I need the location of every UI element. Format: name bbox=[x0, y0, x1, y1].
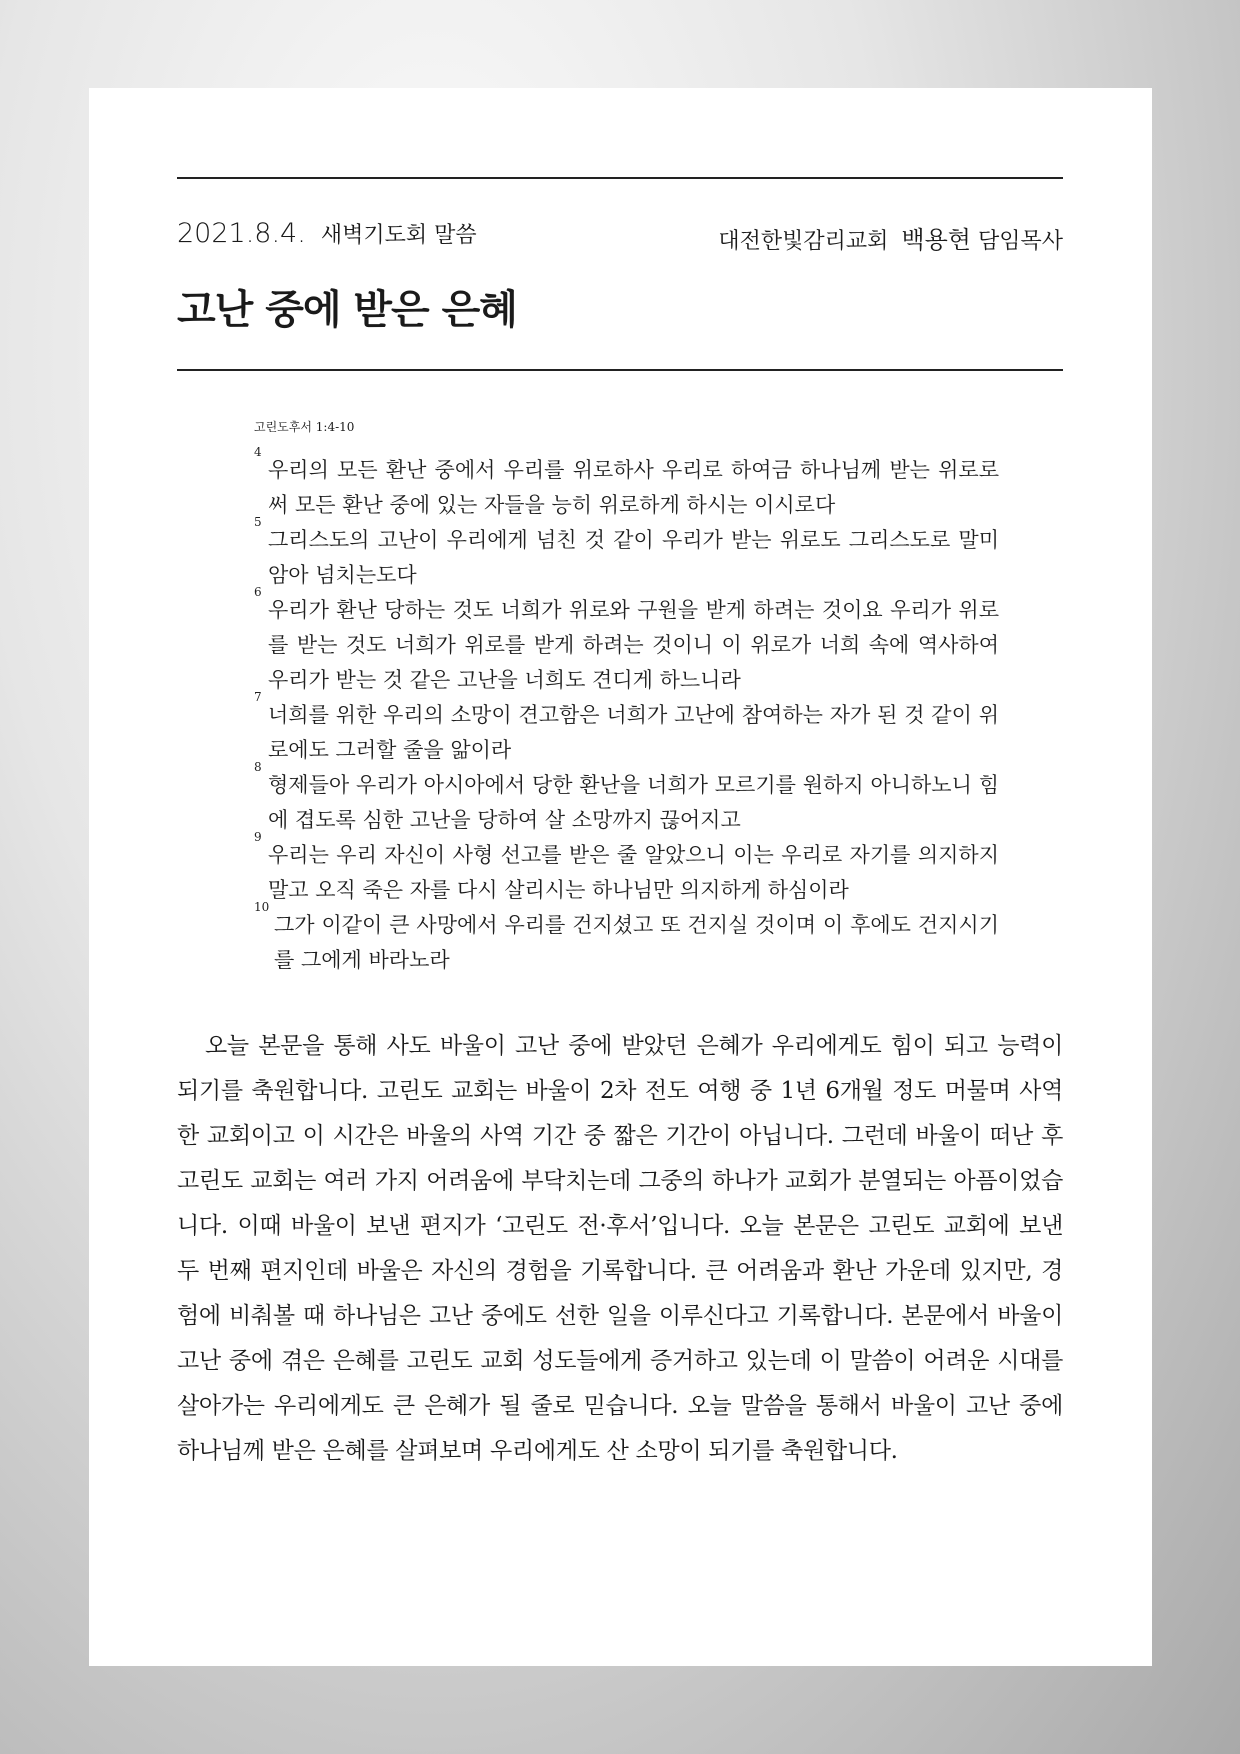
verse-text: 그리스도의 고난이 우리에게 넘친 것 같이 우리가 받는 위로도 그리스도로 말미암아 넘치는도다 bbox=[268, 528, 999, 587]
scripture-verses bbox=[254, 445, 999, 978]
verse-text: 그가 이같이 큰 사망에서 우리를 건지셨고 또 건지실 것이며 이 후에도 건지시기를 그에게 바라노라 bbox=[274, 913, 999, 972]
pastor-name: 백용현 bbox=[901, 226, 971, 254]
verse bbox=[254, 445, 999, 523]
sermon-title: 고난 중에 받은 은혜 bbox=[177, 287, 517, 333]
verse-number: 4 bbox=[254, 445, 262, 459]
sermon-body: 오늘 본문을 통해 사도 바울이 고난 중에 받았던 은혜가 우리에게도 힘이 되고 능력이 되기를 축원합니다. 고린도 교회는 바울이 2차 전도 여행 중 1년 6개월 정도 머물며 사역한 교회이고 이 시간은 바울의 사역 기간 중 짧은 기간이 아닙니다. 그런데 바울이 떠난 후 고린도 교회는 여러 가지 어려움에 부닥치는데 그중의 하나가 교회가 분열되는 아픔이었습니다. 이때 바울이 보낸 편지가 ‘고린도 전·후서’입니다. 오늘 본문은 고린도 교회에 보낸 두 번째 편지인데 바울은 자신의 경험을 기록합니다. 큰 어려움과 환난 가운데 있지만, 경험에 비춰볼 때 하나님은 고난 중에도 선한 일을 이루신다고 기록합니다. 본문에서 바울이 고난 중에 겪은 은혜를 고린도 교회 성도들에게 증거하고 있는데 이 말씀이 어려운 시대를 살아가는 우리에게도 큰 은혜가 될 줄로 믿습니다. 오늘 말씀을 통해서 바울이 고난 중에 하나님께 받은 은혜를 살펴보며 우리에게도 산 소망이 되기를 축원합니다. bbox=[177, 1033, 1063, 1464]
title-divider bbox=[177, 369, 1063, 371]
verse-number: 7 bbox=[254, 690, 262, 704]
document-page bbox=[89, 88, 1152, 1666]
sermon-date: 2021.8.4. bbox=[177, 218, 306, 249]
church-name: 대전한빛감리교회 bbox=[718, 229, 889, 254]
verse bbox=[254, 760, 999, 838]
verse-number: 8 bbox=[254, 760, 262, 774]
pastor-title: 담임목사 bbox=[977, 229, 1063, 254]
verse-text: 형제들아 우리가 아시아에서 당한 환난을 너희가 모르기를 원하지 아니하노니 힘에 겹도록 심한 고난을 당하여 살 소망까지 끊어지고 bbox=[268, 773, 999, 832]
verse-number: 10 bbox=[254, 900, 270, 914]
verse-number: 6 bbox=[254, 585, 262, 599]
verse-text: 우리가 환난 당하는 것도 너희가 위로와 구원을 받게 하려는 것이요 우리가 위로를 받는 것도 너희가 위로를 받게 하려는 것이니 이 위로가 너희 속에 역사하여 우리가 받는 것 같은 고난을 너희도 견디게 하느니라 bbox=[268, 598, 999, 692]
verse-number: 5 bbox=[254, 515, 262, 529]
verse bbox=[254, 515, 999, 593]
service-info bbox=[177, 218, 477, 249]
verse bbox=[254, 585, 999, 698]
verse-text: 우리의 모든 환난 중에서 우리를 위로하사 우리로 하여금 하나님께 받는 위로로써 모든 환난 중에 있는 자들을 능히 위로하게 하시는 이시로다 bbox=[268, 458, 999, 517]
verse bbox=[254, 900, 999, 978]
top-divider bbox=[177, 177, 1063, 179]
service-name: 새벽기도회 말씀 bbox=[320, 223, 477, 248]
verse-text: 너희를 위한 우리의 소망이 견고함은 너희가 고난에 참여하는 자가 된 것 같이 위로에도 그러할 줄을 앎이라 bbox=[268, 703, 999, 762]
verse-number: 9 bbox=[254, 830, 262, 844]
verse bbox=[254, 690, 999, 768]
verse-text: 우리는 우리 자신이 사형 선고를 받은 줄 알았으니 이는 우리로 자기를 의지하지 말고 오직 죽은 자를 다시 살리시는 하나님만 의지하게 하심이라 bbox=[268, 843, 999, 902]
church-info bbox=[718, 220, 1063, 255]
scripture-reference: 고린도후서 1:4-10 bbox=[254, 420, 355, 434]
verse bbox=[254, 830, 999, 908]
